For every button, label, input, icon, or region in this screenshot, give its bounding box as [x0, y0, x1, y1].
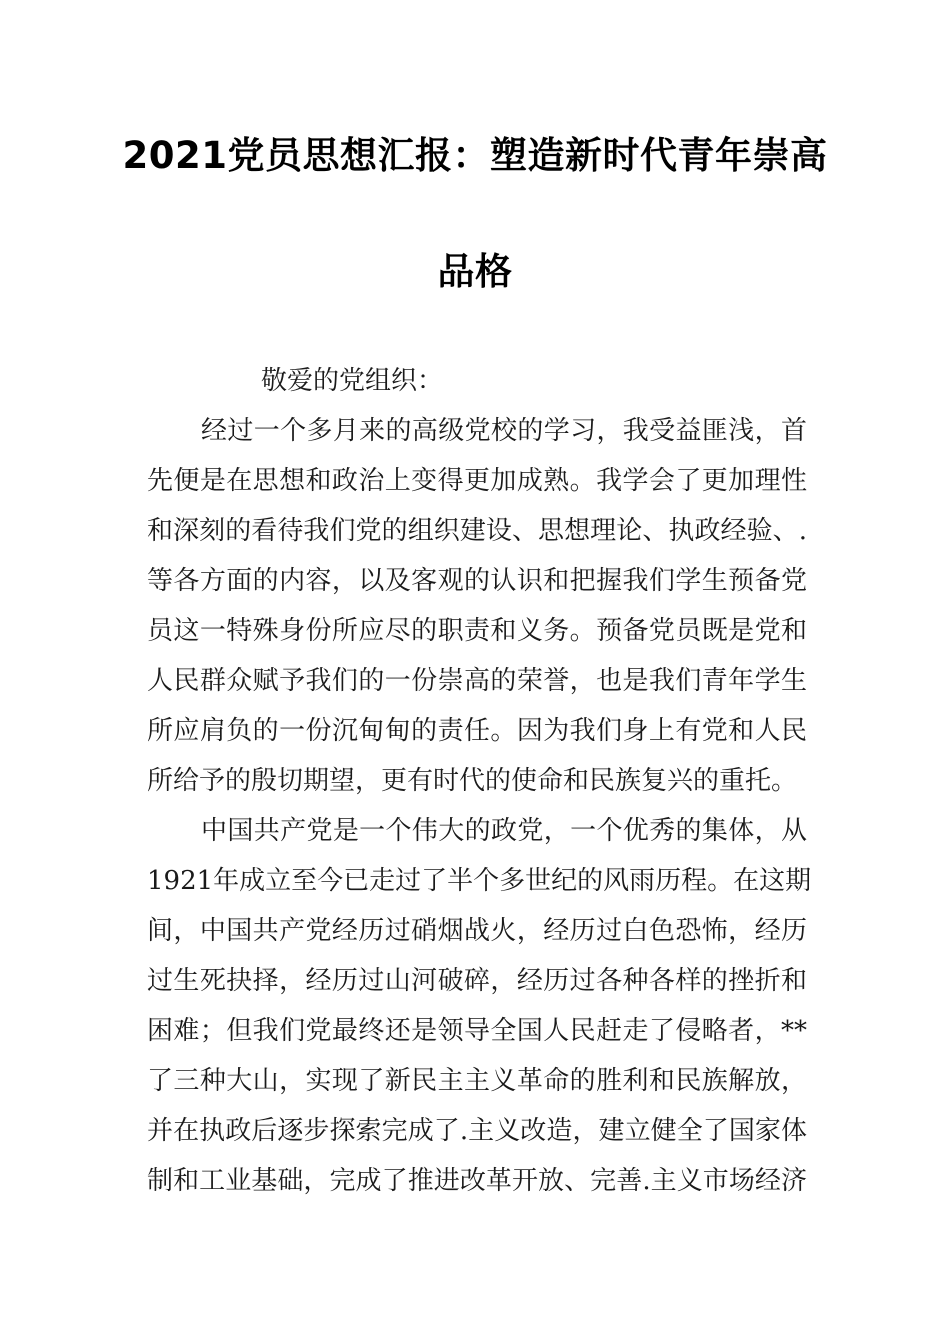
- paragraph-2-line: 中国共产党是一个伟大的政党，一个优秀的集体，从: [201, 816, 807, 846]
- paragraph-2-line: 过生死抉择，经历过山河破碎，经历过各种各样的挫折和: [147, 966, 807, 996]
- paragraph-2-line: 了三种大山，实现了新民主主义革命的胜利和民族解放，: [147, 1066, 807, 1096]
- paragraph-1-line: 所给予的殷切期望，更有时代的使命和民族复兴的重托。: [147, 766, 798, 796]
- document-title-line-2: 品格: [437, 250, 513, 293]
- paragraph-1-line: 等各方面的内容，以及客观的认识和把握我们学生预备党: [147, 566, 807, 596]
- paragraph-2-line: 并在执政后逐步探索完成了.主义改造，建立健全了国家体: [147, 1116, 807, 1146]
- paragraph-1-line: 人民群众赋予我们的一份崇高的荣誉，也是我们青年学生: [147, 666, 807, 696]
- paragraph-2-line: 困难；但我们党最终还是领导全国人民赶走了侵略者，**: [147, 1016, 807, 1046]
- paragraph-1-line: 和深刻的看待我们党的组织建设、思想理论、执政经验、.: [147, 516, 807, 546]
- paragraph-2-line: 间，中国共产党经历过硝烟战火，经历过白色恐怖，经历: [147, 916, 807, 946]
- paragraph-2-line: 1921年成立至今已走过了半个多世纪的风雨历程。在这期: [147, 866, 812, 896]
- paragraph-1-line: 所应肩负的一份沉甸甸的责任。因为我们身上有党和人民: [147, 716, 807, 746]
- document-title-line-1: 2021党员思想汇报：塑造新时代青年崇高: [122, 134, 828, 177]
- paragraph-1-line: 员这一特殊身份所应尽的职责和义务。预备党员既是党和: [147, 616, 807, 646]
- salutation: 敬爱的党组织：: [261, 366, 444, 396]
- document-body: [147, 356, 812, 1206]
- paragraph-1-line: 经过一个多月来的高级党校的学习，我受益匪浅，首: [201, 416, 807, 446]
- paragraph-2-line: 制和工业基础，完成了推进改革开放、完善.主义市场经济: [147, 1166, 807, 1196]
- paragraph-1-line: 先便是在思想和政治上变得更加成熟。我学会了更加理性: [147, 466, 807, 496]
